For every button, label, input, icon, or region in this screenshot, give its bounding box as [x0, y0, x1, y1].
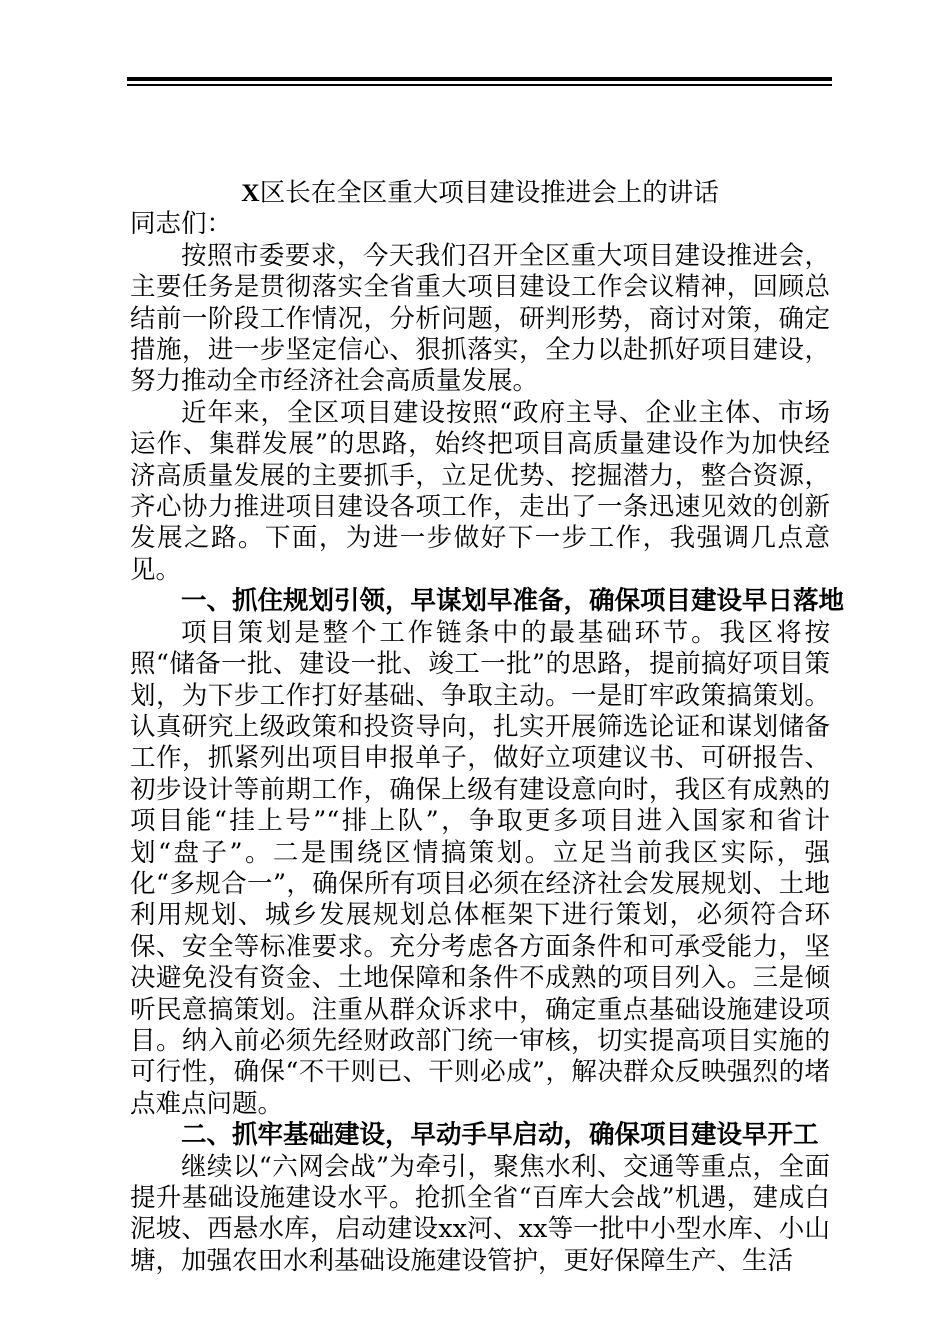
- salutation: 同志们：: [130, 209, 233, 240]
- header-rule-thick: [127, 77, 832, 81]
- header-double-rule: [127, 77, 832, 87]
- section-2-paragraph: 继续以“六网会战”为牵引，聚焦水利、交通等重点，全面提升基础设施建设水平。抢抓全省“百库大会战”机遇，建成白泥坡、西悬水库，启动建设xx河、xx等一批中小型水库、小山塘，加强农田水利基础设施建设管护，更好保障生产、生活: [130, 1151, 830, 1276]
- intro-paragraph-1: 按照市委要求，今天我们召开全区重大项目建设推进会，主要任务是贯彻落实全省重大项目建设工作会议精神，回顾总结前一阶段工作情况，分析问题，研判形势，商讨对策，确定措施，进一步坚定信心、狠抓落实，全力以赴抓好项目建设，努力推动全市经济社会高质量发展。: [130, 240, 830, 397]
- title-text: 区长在全区重大项目建设推进会上的讲话: [259, 178, 719, 208]
- section-1-paragraph: 项目策划是整个工作链条中的最基础环节。我区将按照“储备一批、建设一批、竣工一批”的思路，提前搞好项目策划，为下步工作打好基础、争取主动。一是盯牢政策搞策划。认真研究上级政策和投资导向，扎实开展筛选论证和谋划储备工作，抓紧列出项目申报单子，做好立项建议书、可研报告、初步设计等前期工作，确保上级有建设意向时，我区有成熟的项目能“挂上号”“排上队”，争取更多项目进入国家和省计划“盘子”。二是围绕区情搞策划。立足当前我区实际，强化“多规合一”，确保所有项目必须在经济社会发展规划、土地利用规划、城乡发展规划总体框架下进行策划，必须符合环保、安全等标准要求。充分考虑各方面条件和可承受能力，坚决避免没有资金、土地保障和条件不成熟的项目列入。三是倾听民意搞策划。注重从群众诉求中，确定重点基础设施建设项目。纳入前必须先经财政部门统一审核，切实提高项目实施的可行性，确保“不干则已、干则必成”，解决群众反映强烈的堵点难点问题。: [130, 617, 830, 1119]
- section-heading-1: 一、抓住规划引领，早谋划早准备，确保项目建设早日落地: [181, 586, 845, 617]
- document-body: [130, 177, 845, 1277]
- title-prefix: X: [241, 178, 260, 207]
- header-rule-thin: [127, 84, 832, 86]
- intro-paragraph-2: 近年来，全区项目建设按照“政府主导、企业主体、市场运作、集群发展”的思路，始终把项目高质量建设作为加快经济高质量发展的主要抓手，立足优势、挖掘潜力，整合资源，齐心协力推进项目建设各项工作，走出了一条迅速见效的创新发展之路。下面，为进一步做好下一步工作，我强调几点意见。: [130, 397, 830, 585]
- document-title: [130, 177, 830, 209]
- section-heading-2: 二、抓牢基础建设，早动手早启动，确保项目建设早开工: [181, 1120, 819, 1151]
